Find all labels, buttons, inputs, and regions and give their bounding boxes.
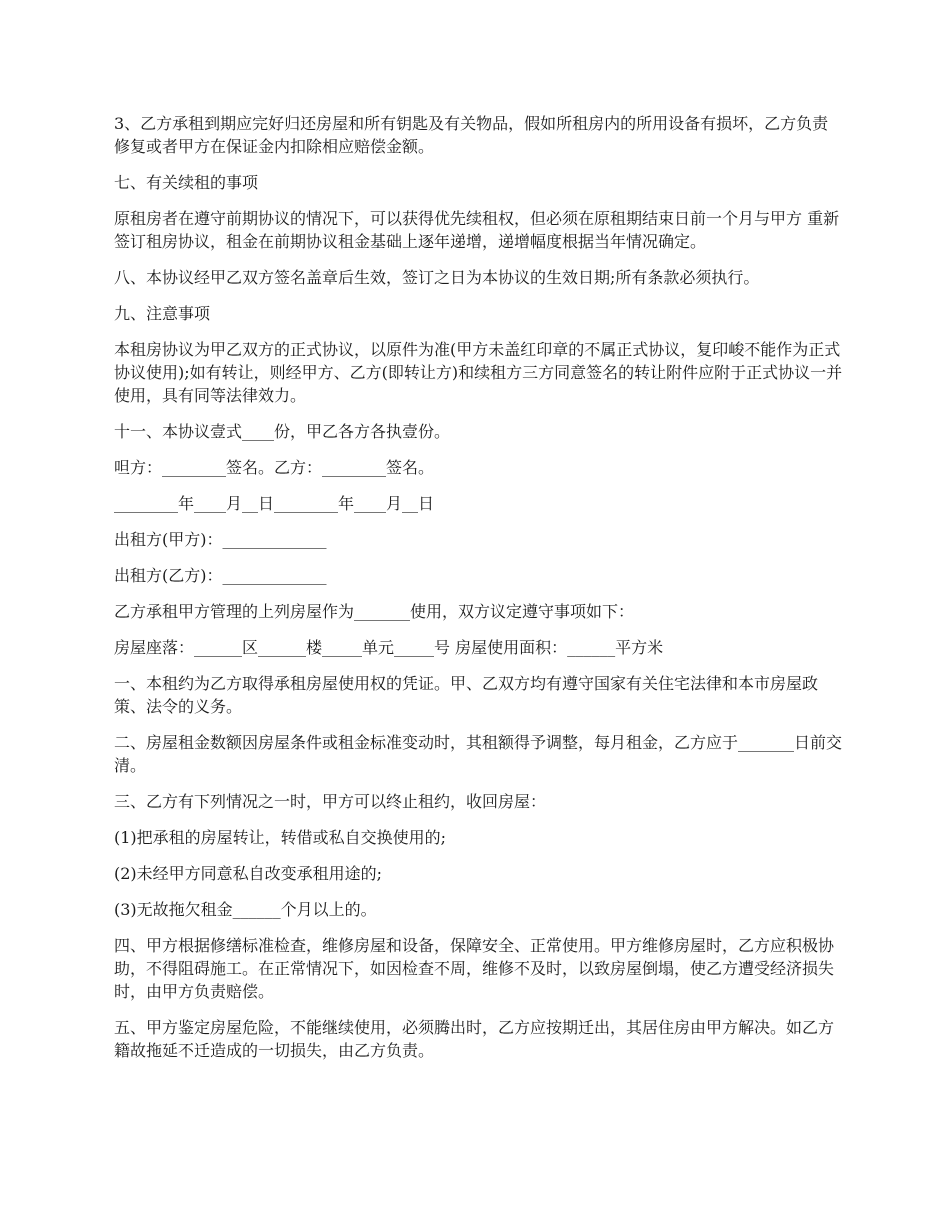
heading-notes: 九、注意事项 bbox=[114, 304, 211, 323]
clause-formal-agreement: 本租房协议为甲乙双方的正式协议，以原件为准(甲方未盖红印章的不属正式协议，复印峻不能作为正式协议使用);如有转让，则经甲方、乙方(即转让方)和续租方三方同意签名的转让附件应附于正式协议一并使用，具有同等法律效力。 bbox=[114, 340, 843, 405]
clause-4: 四、甲方根据修缮标准检查，维修房屋和设备，保障安全、正常使用。甲方维修房屋时，乙方应积极协助，不得阻碍施工。在正常情况下，如因检查不周，维修不及时，以致房屋倒塌，使乙方遭受经济损失时，由甲方负责赔偿。 bbox=[114, 936, 835, 1001]
clause-3-item-3: (3)无故拖欠租金______个月以上的。 bbox=[114, 900, 377, 919]
clause-1: 一、本租约为乙方取得承租房屋使用权的凭证。甲、乙双方均有遵守国家有关住宅法律和本市房屋政策、法令的义务。 bbox=[114, 674, 819, 716]
clause-5: 五、甲方鉴定房屋危险，不能继续使用，必须腾出时，乙方应按期迁出，其居住房由甲方解决。如乙方籍故拖延不迁造成的一切损失，由乙方负责。 bbox=[114, 1018, 835, 1060]
lessor-party-a: 出租方(甲方)：_____________ bbox=[114, 530, 327, 549]
usage-intro: 乙方承租甲方管理的上列房屋作为_______使用，双方议定遵守事项如下： bbox=[114, 602, 635, 621]
clause-2: 二、房屋租金数额因房屋条件或租金标准变动时，其租额得予调整，每月租金，乙方应于_______日前交清。 bbox=[114, 733, 843, 775]
lessor-party-b: 出租方(乙方)：_____________ bbox=[114, 566, 327, 585]
clause-3-item-1: (1)把承租的房屋转让，转借或私自交换使用的; bbox=[114, 828, 447, 847]
heading-renewal: 七、有关续租的事项 bbox=[114, 173, 259, 192]
clause-renewal: 原租房者在遵守前期协议的情况下，可以获得优先续租权，但必须在原租期结束日前一个月与甲方 重新签订租房协议，租金在前期协议租金基础上逐年递增，递增幅度根据当年情况确定。 bbox=[114, 209, 840, 251]
property-location: 房屋座落：______区______楼_____单元_____号 房屋使用面积：______平方米 bbox=[114, 638, 664, 657]
signature-line: 呾方：________签名。乙方：________签名。 bbox=[114, 458, 435, 477]
clause-effective: 八、本协议经甲乙双方签名盖章后生效，签订之日为本协议的生效日期;所有条款必须执行。 bbox=[114, 268, 760, 287]
date-line: ________年____月__日________年____月__日 bbox=[114, 494, 435, 513]
clause-3-item-2: (2)未经甲方同意私自改变承租用途的; bbox=[114, 864, 383, 883]
clause-return-property: 3、乙方承租到期应完好归还房屋和所有钥匙及有关物品，假如所租房内的所用设备有损坏，乙方负责修复或者甲方在保证金内扣除相应赔偿金额。 bbox=[114, 114, 829, 156]
clause-copies: 十一、本协议壹式____份，甲乙各方各执壹份。 bbox=[114, 422, 451, 441]
clause-3: 三、乙方有下列情况之一时，甲方可以终止租约，收回房屋： bbox=[114, 792, 547, 811]
